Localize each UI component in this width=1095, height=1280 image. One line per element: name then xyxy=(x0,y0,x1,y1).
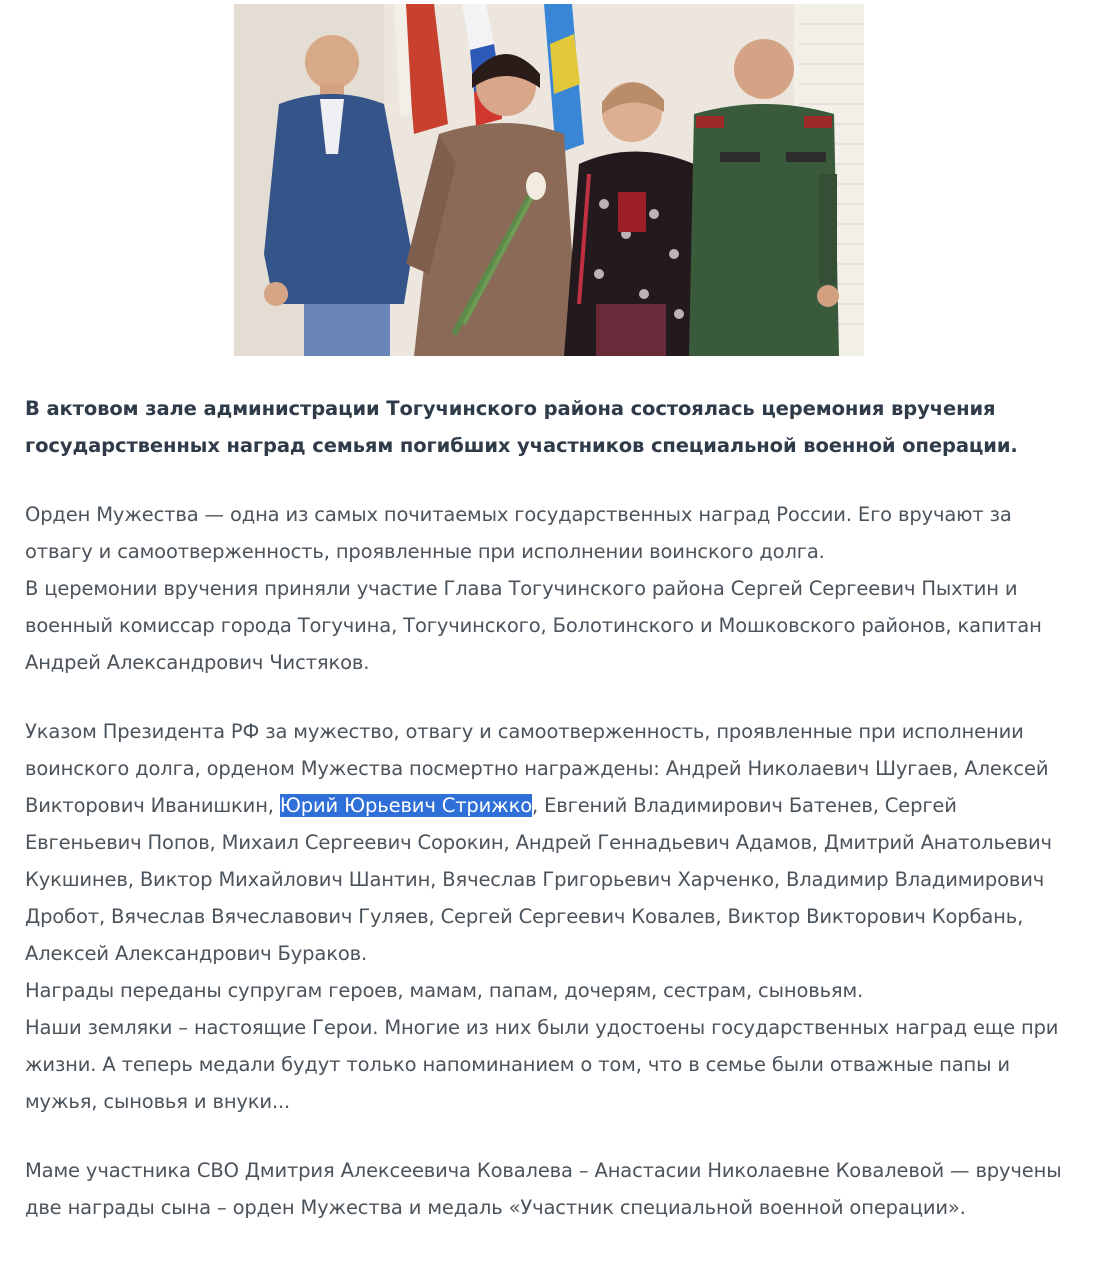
selected-text[interactable]: Юрий Юрьевич Стрижко xyxy=(279,794,532,817)
awarded-list-end: , Евгений Владимирович Батенев, Сергей Евгеньевич Попов, Михаил Сергеевич Сорокин, Андрей Геннадьевич Адамов, Дмитрий Анатольевич Кукшинев, Виктор Михайлович Шантин, Вячеслав Григорьевич Харченко, Владимир Владимирович Дробот, Вячеслав Вячеславович Гуляев, Сергей Сергеевич Ковалев, Виктор Викторович Корбань, Алексей Александрович Бураков. xyxy=(25,794,1052,965)
paragraph-order-of-courage: Орден Мужества — одна из самых почитаемых государственных наград России. Его вручают за отвагу и самоотверженность, проявленные при исполнении воинского долга. xyxy=(25,503,1012,563)
paragraph-ceremony-participants: В церемонии вручения приняли участие Глава Тогучинского района Сергей Сергеевич Пыхтин и военный комиссар города Тогучина, Тогучинского, Болотинского и Мошковского районов, капитан Андрей Александрович Чистяков. xyxy=(25,577,1042,674)
ceremony-photo xyxy=(234,4,864,356)
paragraph-awarded-list xyxy=(25,713,1075,972)
paragraph-awards-handed: Награды переданы супругам героев, мамам, папам, дочерям, сестрам, сыновьям. xyxy=(25,979,864,1002)
paragraph-heroes: Наши земляки – настоящие Герои. Многие из них были удостоены государственных наград еще при жизни. А теперь медали будут только напоминанием о том, что в семье были отважные папы и мужья, сыновья и внуки... xyxy=(25,1016,1059,1113)
article-lead: В актовом зале администрации Тогучинского района состоялась церемония вручения государственных наград семьям погибших участников специальной военной операции. xyxy=(25,397,1018,457)
ceremony-photo-illustration xyxy=(234,4,864,356)
awarded-list-start: Указом Президента РФ за мужество, отвагу и самоотверженность, проявленные при исполнении воинского долга, орденом Мужества посмертно награждены: Андрей Николаевич Шугаев, Алексей Викторович Иванишкин, xyxy=(25,720,1049,817)
article-body xyxy=(25,390,1075,1226)
paragraph-kovalev-mother: Маме участника СВО Дмитрия Алексеевича Ковалева – Анастасии Николаевне Ковалевой — вручены две награды сына – орден Мужества и медаль «Участник специальной военной операции». xyxy=(25,1159,1062,1219)
